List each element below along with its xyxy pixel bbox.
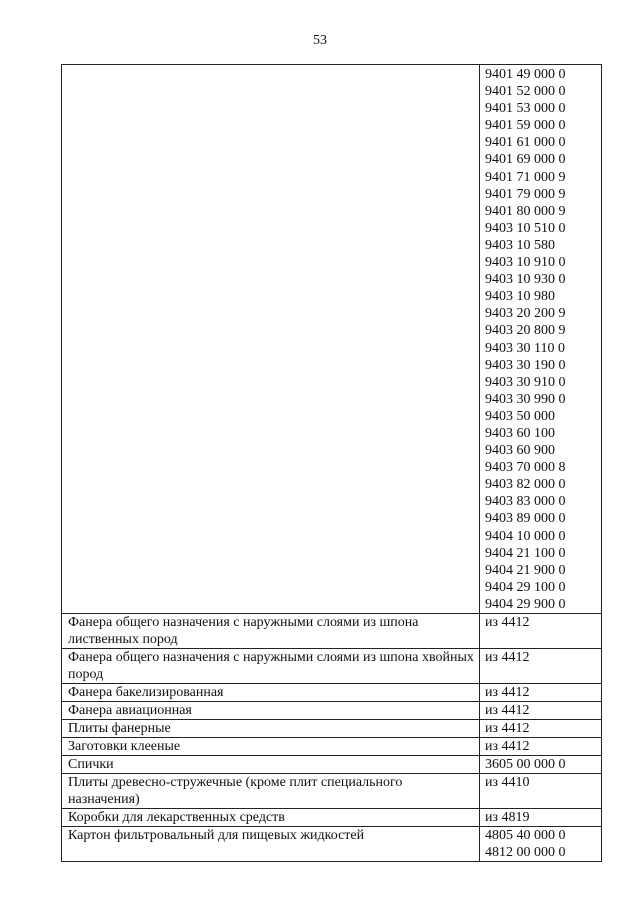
code-line: 9404 21 900 0 (485, 562, 566, 578)
code-line: 9401 80 000 9 (485, 203, 566, 219)
product-name-cell: Спички (62, 756, 480, 774)
code-value: из 4412 (485, 615, 530, 630)
code-value: 3605 00 000 0 (485, 757, 566, 772)
code-line: 9403 70 000 8 (485, 460, 566, 476)
code-value: из 4412 (485, 650, 530, 665)
code-cell (480, 649, 602, 684)
code-line: 9401 61 000 0 (485, 135, 566, 151)
product-name-cell: Плиты древесно-стружечные (кроме плит специального назначения) (62, 774, 480, 809)
code-line: 9403 89 000 0 (485, 511, 566, 527)
product-name-cell: Плиты фанерные (62, 720, 480, 738)
product-name-cell: Фанера общего назначения с наружными слоями из шпона хвойных пород (62, 649, 480, 684)
product-name-cell: Картон фильтровальный для пищевых жидкостей (62, 827, 480, 862)
table-row (62, 809, 602, 827)
code-line: 9403 30 910 0 (485, 374, 566, 390)
product-name-cell: Коробки для лекарственных средств (62, 809, 480, 827)
code-cell (480, 720, 602, 738)
table-row (62, 827, 602, 862)
product-name-cell: Фанера общего назначения с наружными слоями из шпона лиственных пород (62, 614, 480, 649)
product-name-cell: Заготовки клееные (62, 738, 480, 756)
code-line: 9403 30 190 0 (485, 357, 566, 373)
code-cell (480, 809, 602, 827)
code-line: 9403 30 990 0 (485, 391, 566, 407)
code-line: 9401 53 000 0 (485, 101, 566, 117)
code-value: из 4410 (485, 775, 530, 790)
code-cell (480, 774, 602, 809)
code-line: 9403 82 000 0 (485, 477, 566, 493)
code-value: из 4412 (485, 703, 530, 718)
code-line: 9403 10 580 (485, 237, 555, 253)
table-row (62, 614, 602, 649)
table-row (62, 684, 602, 702)
code-line: 9403 10 930 0 (485, 272, 566, 288)
code-value: 4805 40 000 0 (485, 828, 566, 843)
product-name-cell: Фанера бакелизированная (62, 684, 480, 702)
code-value: из 4819 (485, 810, 530, 825)
code-line: 9403 10 910 0 (485, 255, 566, 271)
code-line: 9401 69 000 0 (485, 152, 566, 168)
code-value: из 4412 (485, 685, 530, 700)
code-cell (480, 756, 602, 774)
page-number: 53 (313, 33, 327, 48)
empty-name-cell (62, 65, 480, 614)
code-line: 9403 20 800 9 (485, 323, 566, 339)
code-line: 9403 50 000 (485, 408, 555, 424)
code-value: из 4412 (485, 721, 530, 736)
code-line: 9401 59 000 0 (485, 118, 566, 134)
code-line: 9401 71 000 9 (485, 169, 566, 185)
code-line: 9403 30 110 0 (485, 340, 565, 356)
code-line: 9404 21 100 0 (485, 545, 566, 561)
code-line: 9404 29 900 0 (485, 596, 566, 612)
table-row (62, 756, 602, 774)
product-code-table (61, 64, 602, 862)
code-line: 9401 49 000 0 (485, 67, 566, 82)
code-line: 9401 79 000 9 (485, 186, 566, 202)
code-line: 9401 52 000 0 (485, 84, 566, 100)
table-row (62, 738, 602, 756)
code-line: 9404 29 100 0 (485, 579, 566, 595)
code-cell (480, 614, 602, 649)
code-line: 9403 60 100 (485, 425, 555, 441)
table-row (62, 774, 602, 809)
table-row (62, 649, 602, 684)
code-line: 9403 10 980 (485, 289, 555, 305)
table-row (62, 702, 602, 720)
code-line: 9403 83 000 0 (485, 494, 566, 510)
code-cell (480, 738, 602, 756)
code-line: 9403 20 200 9 (485, 306, 566, 322)
code-line: 9403 60 900 (485, 443, 555, 459)
table-row-codes-continuation (62, 65, 602, 614)
code-line: 9403 10 510 0 (485, 220, 566, 236)
code-cell (480, 827, 602, 862)
product-name-cell: Фанера авиационная (62, 702, 480, 720)
code-value: из 4412 (485, 739, 530, 754)
codes-cell (480, 65, 602, 614)
code-value: 4812 00 000 0 (485, 845, 566, 860)
table-row (62, 720, 602, 738)
code-cell (480, 702, 602, 720)
code-line: 9404 10 000 0 (485, 528, 566, 544)
code-cell (480, 684, 602, 702)
